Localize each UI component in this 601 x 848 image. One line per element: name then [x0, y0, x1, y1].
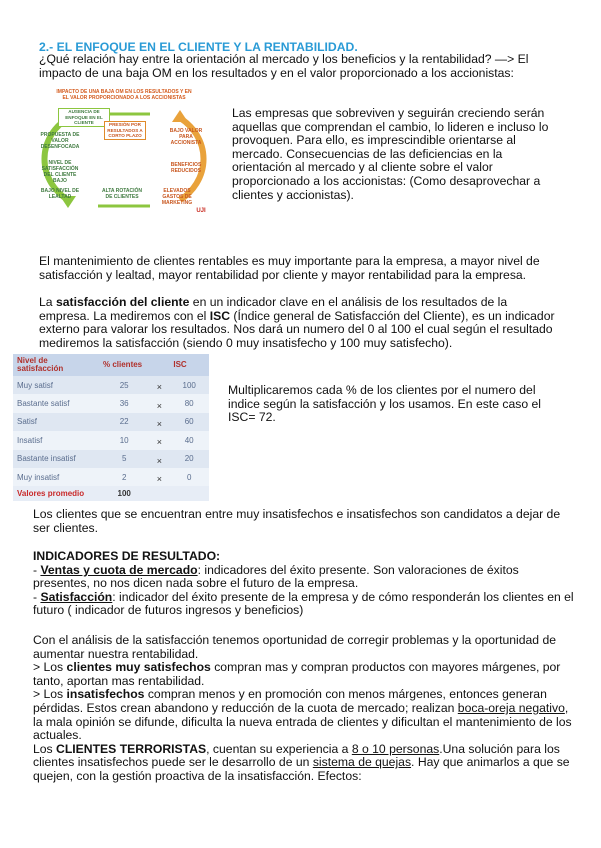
- cell-isc: 20: [169, 450, 209, 468]
- table-header-row: [13, 354, 209, 376]
- cell-pct: 5: [99, 450, 149, 468]
- indicators-section: [33, 550, 574, 618]
- intro-paragraph: [39, 53, 528, 80]
- cell-level: Muy satisf: [13, 376, 99, 394]
- side-line: Las empresas que sobreviven y seguirán creciendo serán: [232, 106, 545, 120]
- label-unfocused-value: PROPUESTA DE VALOR DESENFOCADA: [40, 132, 80, 150]
- side-line: clientes y accionistas).: [232, 187, 354, 202]
- cell-isc: 0: [169, 468, 209, 486]
- multiply-line: Multiplicaremos cada % de los clientes por el numero del: [228, 383, 536, 397]
- diagram-title: IMPACTO DE UNA BAJA OM EN LOS RESULTADOS Y EN EL VALOR PROPORCIONADO A LOS ACCIONISTAS: [56, 89, 192, 101]
- side-line: aquellas que comprendan el cambio, lo lideren e incluso lo: [232, 119, 549, 134]
- side-line: provoquen. Para ello, es imprescindible orientarse al: [232, 133, 516, 148]
- satisfaction-table: [13, 354, 209, 501]
- cell-level: Muy insatisf: [13, 468, 99, 486]
- analysis-line: > Los insatisfechos compran menos y en promoción con menos márgenes, entonces generan: [33, 687, 547, 702]
- analysis-line: actuales.: [33, 728, 82, 743]
- cell-times: ×: [149, 468, 169, 486]
- intro-line: impacto de una baja OM en los resultados y en el valor proporcionado a los accionistas:: [39, 65, 514, 80]
- cell-times: ×: [149, 450, 169, 468]
- university-logo: UJI: [196, 208, 206, 214]
- header-level: Nivel de satisfacción: [13, 354, 99, 376]
- analysis-line: aumentar nuestra rentabilidad.: [33, 646, 199, 661]
- analysis-section: [33, 634, 572, 784]
- box-short-term-pressure: PRESIÓN POR RESULTADOS A CORTO PLAZO: [104, 121, 146, 140]
- cell-isc: 40: [169, 431, 209, 449]
- multiply-paragraph: [228, 384, 541, 425]
- side-line: mercado. Consecuencias de las deficiencias en la: [232, 146, 503, 161]
- analysis-line: Los CLIENTES TERRORISTAS, cuentan su experiencia a 8 o 10 personas.Una solución para los: [33, 741, 560, 756]
- label-high-rotation: ALTA ROTACIÓN DE CLIENTES: [101, 188, 143, 200]
- multiply-line: indice según la satisfacción y los usamos. En este caso el: [228, 396, 541, 411]
- cell-times: ×: [149, 431, 169, 449]
- indicator-sales-cont: presentes, no nos dicen nada sobre el futuro de la empresa.: [33, 576, 359, 591]
- side-line: proporcionado a los accionistas: (Como desaprovechar a: [232, 173, 541, 188]
- cell-pct: 10: [99, 431, 149, 449]
- section-title: 2.- EL ENFOQUE EN EL CLIENTE Y LA RENTABILIDAD.: [39, 40, 358, 54]
- market-orientation-diagram: [38, 88, 210, 222]
- cell-pct: 36: [99, 394, 149, 412]
- label-low-loyalty: BAJO NIVEL DE LEALTAD: [40, 188, 80, 200]
- maintenance-line: satisfacción y lealtad, mayor rentabilidad por cliente y mayor rentabilidad para la empresa.: [39, 267, 527, 282]
- intro-line: ¿Qué relación hay entre la orientación al mercado y los beneficios y la rentabilidad? —> El: [39, 52, 529, 66]
- maintenance-line: El mantenimiento de clientes rentables es muy importante para la empresa, a mayor nivel de: [39, 254, 540, 268]
- cell-isc: 80: [169, 394, 209, 412]
- cell-level: Insatisf: [13, 431, 99, 449]
- cell-isc: 60: [169, 413, 209, 431]
- candidates-line: Los clientes que se encuentran entre muy insatisfechos e insatisfechos son candidatos a dejar de: [33, 507, 561, 521]
- box-no-customer-focus: AUSENCIA DE ENFOQUE EN EL CLIENTE: [58, 108, 110, 127]
- indicator-sales: - Ventas y cuota de mercado: indicadores del éxito presente. Son valoraciones de éxitos: [33, 562, 519, 577]
- cell-pct: 22: [99, 413, 149, 431]
- side-line: orientación al mercado y al cliente sobre el valor: [232, 160, 493, 175]
- label-reduced-profits: BENEFICIOS REDUCIDOS: [170, 162, 202, 174]
- table-row: [13, 468, 209, 486]
- right-arrowhead: [172, 110, 188, 122]
- cell-level: Satisf: [13, 413, 99, 431]
- table-row: [13, 431, 209, 449]
- cell-level: Bastante satisf: [13, 394, 99, 412]
- avg-value: 100: [99, 486, 149, 500]
- cell-times: ×: [149, 376, 169, 394]
- label-low-shareholder-value: BAJO VALOR PARA ACCIONISTA: [169, 128, 203, 146]
- isc-line: empresa. La mediremos con el ISC (Índice general de Satisfacción del Cliente), es un indicador: [39, 308, 555, 323]
- cell-times: ×: [149, 413, 169, 431]
- cell-isc: 100: [169, 376, 209, 394]
- label-low-satisfaction: NIVEL DE SATISFACCIÓN DEL CLIENTE BAJO: [41, 160, 79, 184]
- avg-label: Valores promedio: [13, 486, 99, 500]
- cell-level: Bastante insatisf: [13, 450, 99, 468]
- table-row: [13, 394, 209, 412]
- isc-line: La satisfacción del cliente en un indicador clave en el análisis de los resultados de la: [39, 295, 508, 309]
- maintenance-paragraph: [39, 255, 540, 282]
- isc-line: mediremos la satisfacción (siendo 0 muy insatisfecho y 100 muy satisfecho).: [39, 335, 453, 350]
- header-pct: % clientes: [99, 354, 169, 376]
- analysis-line: la mala opinión se difunde, dificulta la nueva entrada de clientes y dificultan el mantenimiento de los: [33, 714, 572, 729]
- analysis-line: tanto, aportan mas rentabilidad.: [33, 673, 205, 688]
- cell-pct: 25: [99, 376, 149, 394]
- indicators-heading: INDICADORES DE RESULTADO:: [33, 549, 221, 563]
- table-row: [13, 413, 209, 431]
- analysis-line: Con el análisis de la satisfacción tenemos oportunidad de corregir problemas y la oportunidad de: [33, 633, 557, 647]
- table-average-row: [13, 486, 209, 500]
- indicator-satisfaction: - Satisfacción: indicador del éxito presente de la empresa y de cómo responderán los clientes en el: [33, 589, 574, 604]
- indicator-satisfaction-cont: futuro ( indicador de futuros ingresos y beneficios): [33, 603, 304, 618]
- header-isc: ISC: [169, 354, 209, 376]
- multiply-line: ISC= 72.: [228, 410, 276, 425]
- analysis-line: quejen, con la gestión proactiva de la insatisfacción. Efectos:: [33, 768, 362, 783]
- analysis-line: clientes insatisfechos puede ser le desarrollo de un sistema de quejas. Hay que animarlos a que se: [33, 755, 570, 770]
- table-row: [13, 450, 209, 468]
- cell-times: ×: [149, 394, 169, 412]
- candidates-paragraph: [33, 508, 560, 535]
- isc-line: externo para valorar los resultados. Nos dará un numero del 0 al 100 el cual según el resultado: [39, 322, 553, 337]
- label-high-marketing-costs: ELEVADOS GASTOS DE MARKETING: [161, 188, 193, 206]
- analysis-line: > Los clientes muy satisfechos compran mas y compran productos con mayores márgenes, por: [33, 660, 561, 675]
- table-row: [13, 376, 209, 394]
- analysis-line: pérdidas. Estos crean abandono y reducción de la cuota de mercado; realizan boca-oreja negativo,: [33, 700, 569, 715]
- side-paragraph: [232, 107, 548, 202]
- cell-pct: 2: [99, 468, 149, 486]
- candidates-line: ser clientes.: [33, 520, 99, 535]
- isc-paragraph: [39, 296, 555, 350]
